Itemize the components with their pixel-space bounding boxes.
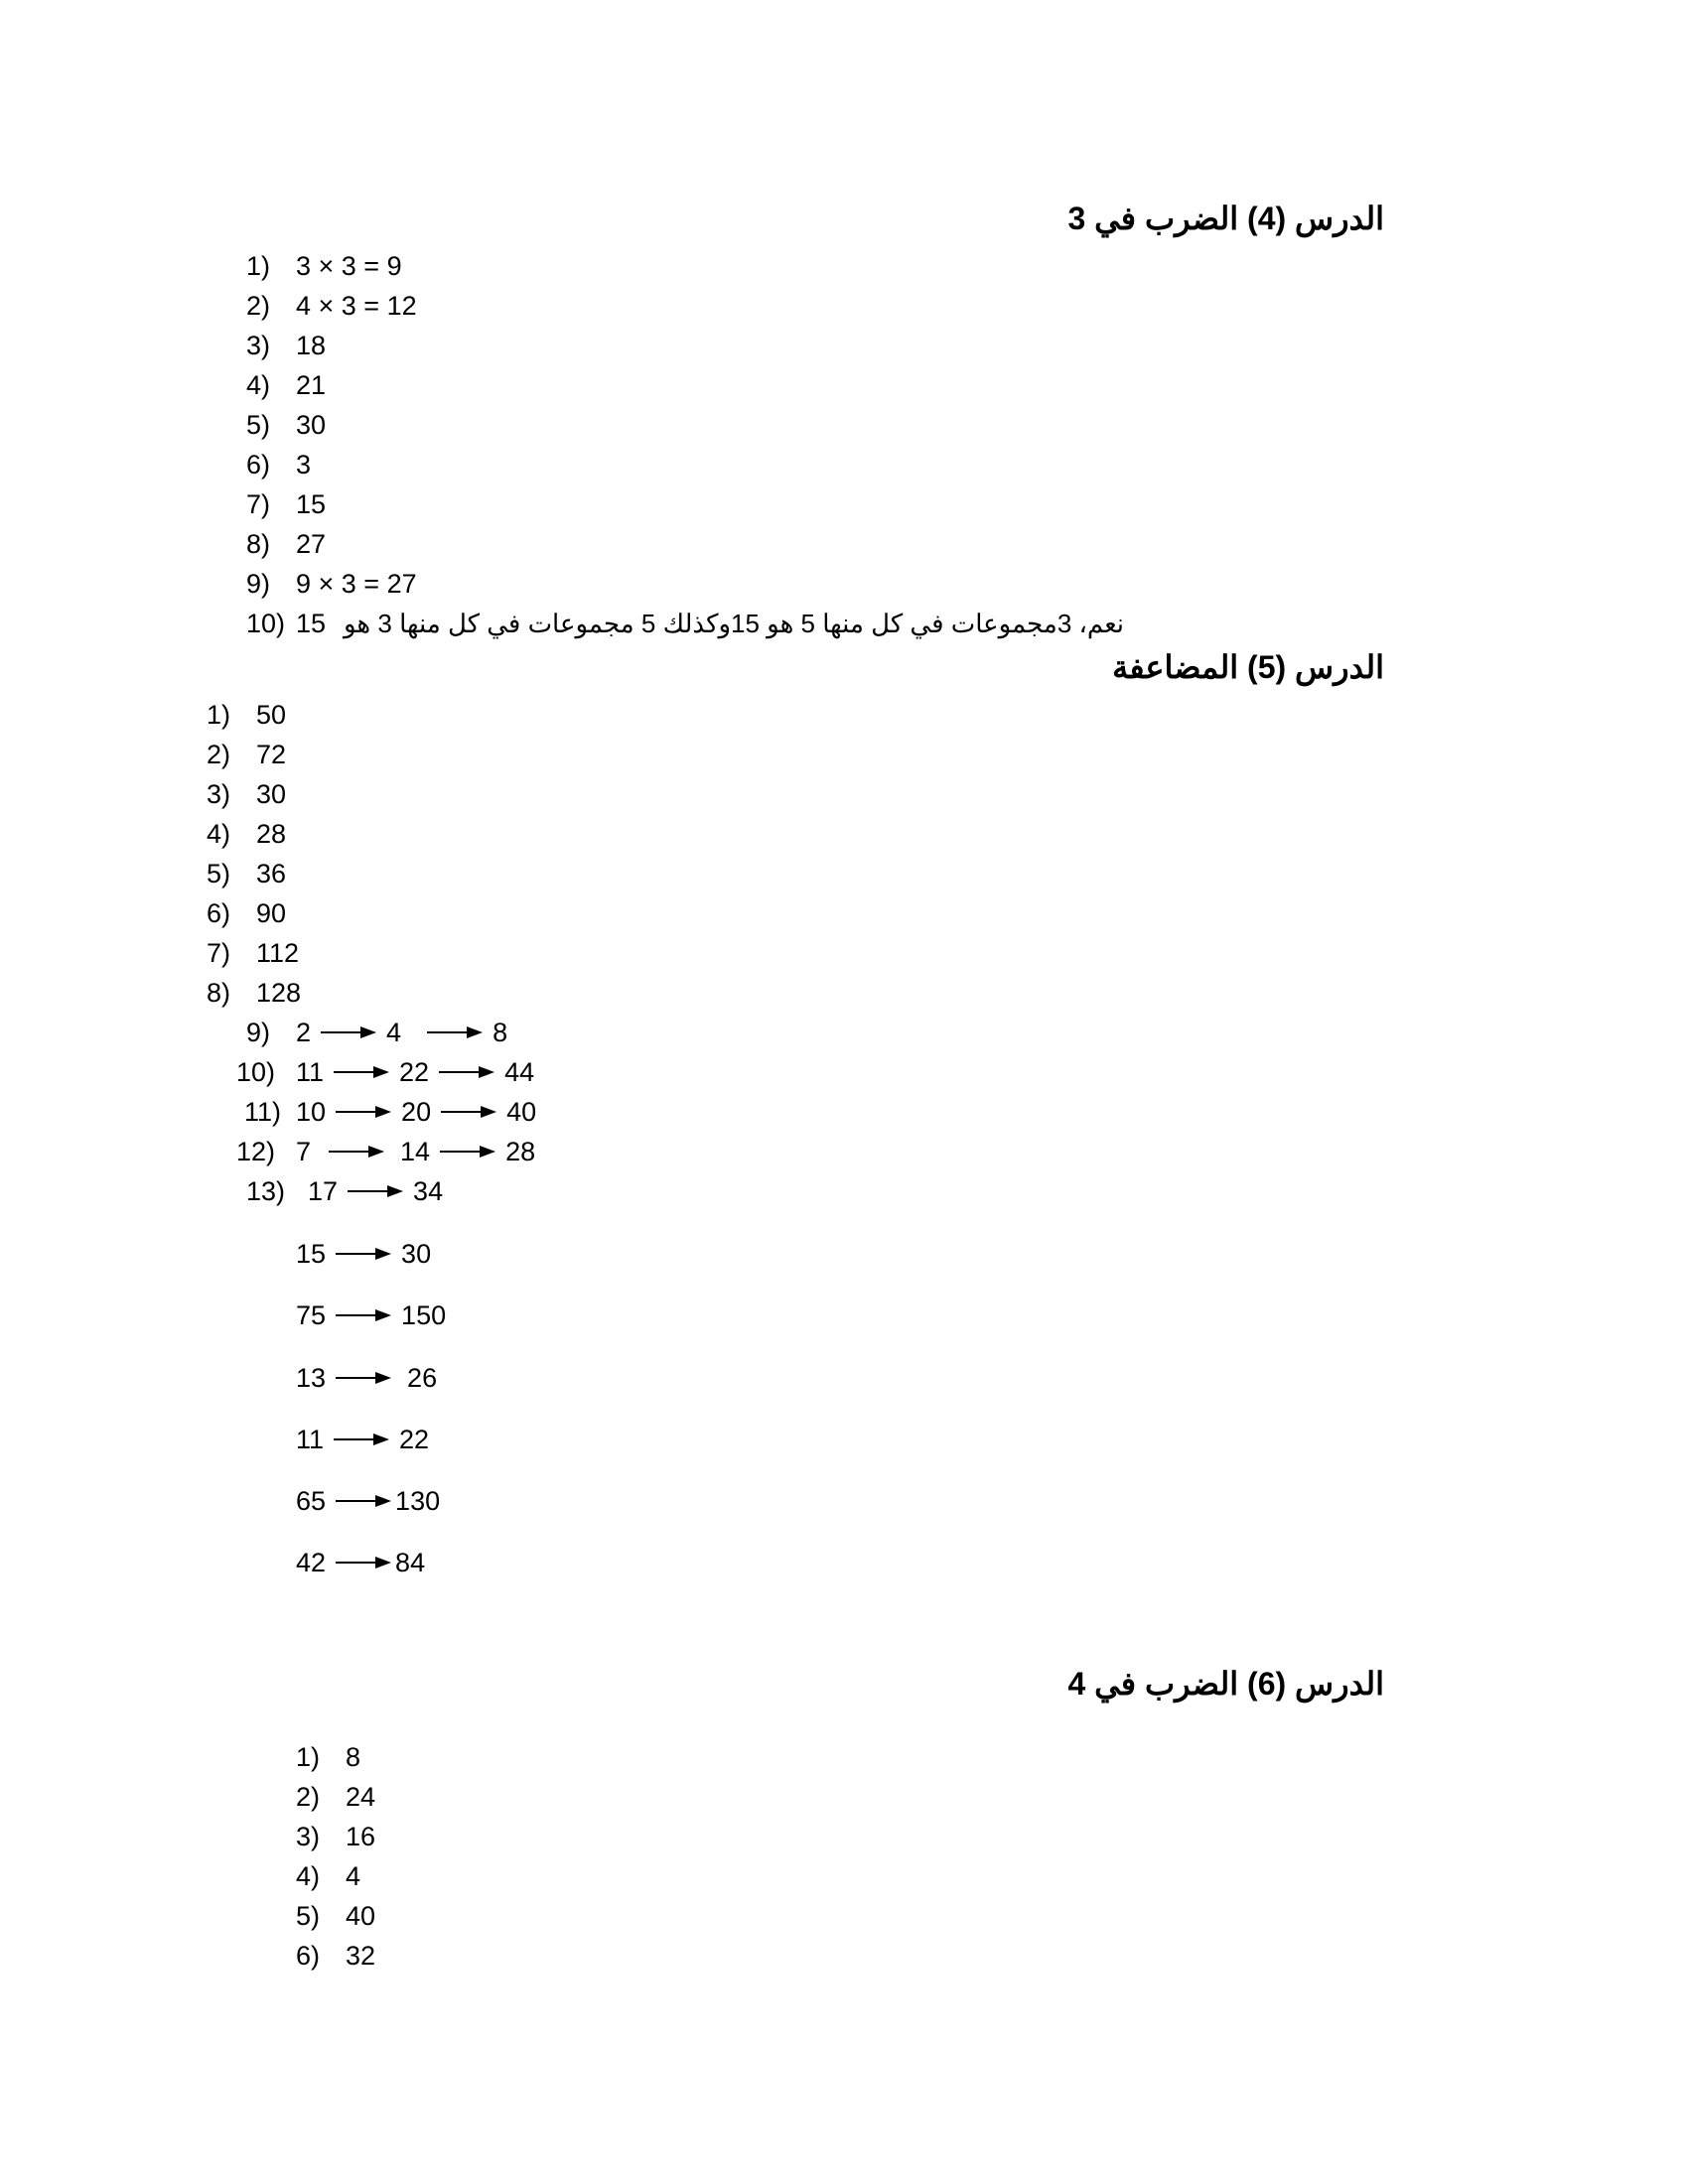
doubling-chain: 13) 17 34	[246, 1176, 444, 1206]
list-item: 4) 4	[296, 1861, 361, 1891]
lesson-5-heading: الدرس (5) المضاعفة	[1112, 649, 1384, 685]
doubling-chain: 12) 7 14 28	[236, 1137, 536, 1166]
list-item: 6) 3	[246, 450, 312, 479]
right-arrow-icon	[336, 1307, 391, 1323]
doubling-chain: 9) 2 4 8	[246, 1018, 508, 1047]
doubling-pair: 13 26	[296, 1363, 438, 1393]
doubling-pair: 15 30	[296, 1239, 432, 1269]
list-item: 2) 24	[296, 1782, 376, 1812]
right-arrow-icon	[427, 1024, 483, 1040]
list-item: 10) 15 نعم، 3مجموعات في كل منها 5 هو 15وكذلك 5 مجموعات في كل منها 3 هو	[246, 606, 1124, 641]
doubling-pair: 42 84	[296, 1548, 426, 1577]
right-arrow-icon	[441, 1104, 496, 1120]
list-item: 5) 40	[296, 1901, 376, 1931]
list-item: 9) 9 × 3 = 27	[246, 569, 417, 599]
right-arrow-icon	[348, 1183, 403, 1199]
list-item: 6) 90	[207, 898, 287, 928]
lesson-4-heading: الدرس (4) الضرب في 3	[1067, 201, 1384, 236]
right-arrow-icon	[440, 1144, 495, 1160]
right-arrow-icon	[336, 1246, 391, 1262]
list-item: 3) 30	[207, 779, 287, 809]
list-item: 3) 16	[296, 1822, 376, 1851]
list-item: 7) 112	[207, 938, 300, 968]
right-arrow-icon	[334, 1064, 389, 1080]
right-arrow-icon	[336, 1104, 391, 1120]
list-item: 5) 36	[207, 859, 287, 888]
right-arrow-icon	[334, 1432, 389, 1447]
doubling-pair: 65 130	[296, 1486, 441, 1516]
list-item: 1) 3 × 3 = 9	[246, 251, 402, 281]
right-arrow-icon	[321, 1024, 376, 1040]
list-item: 5) 30	[246, 410, 327, 440]
list-item: 4) 21	[246, 370, 327, 400]
list-item: 4) 28	[207, 819, 287, 849]
doubling-chain: 10) 11 22 44	[236, 1057, 535, 1087]
right-arrow-icon	[336, 1370, 391, 1386]
right-arrow-icon	[329, 1144, 384, 1160]
right-arrow-icon	[336, 1555, 391, 1570]
lesson-6-heading: الدرس (6) الضرب في 4	[1067, 1666, 1384, 1702]
list-item: 8) 27	[246, 529, 327, 559]
list-item: 6) 32	[296, 1941, 376, 1971]
doubling-pair: 11 22	[296, 1425, 430, 1454]
right-arrow-icon	[336, 1493, 391, 1509]
list-item: 1) 50	[207, 700, 287, 730]
doubling-chain: 11) 10 20 40	[244, 1097, 537, 1127]
doubling-pair: 75 150	[296, 1300, 447, 1330]
list-item: 8) 128	[207, 978, 302, 1008]
list-item: 3) 18	[246, 331, 327, 360]
list-item: 2) 72	[207, 740, 287, 769]
list-item: 7) 15	[246, 489, 327, 519]
right-arrow-icon	[439, 1064, 494, 1080]
item-10-explanation: نعم، 3مجموعات في كل منها 5 هو 15وكذلك 5 مجموعات في كل منها 3 هو	[344, 609, 1124, 638]
list-item: 1) 8	[296, 1742, 361, 1772]
list-item: 2) 4 × 3 = 12	[246, 291, 417, 321]
